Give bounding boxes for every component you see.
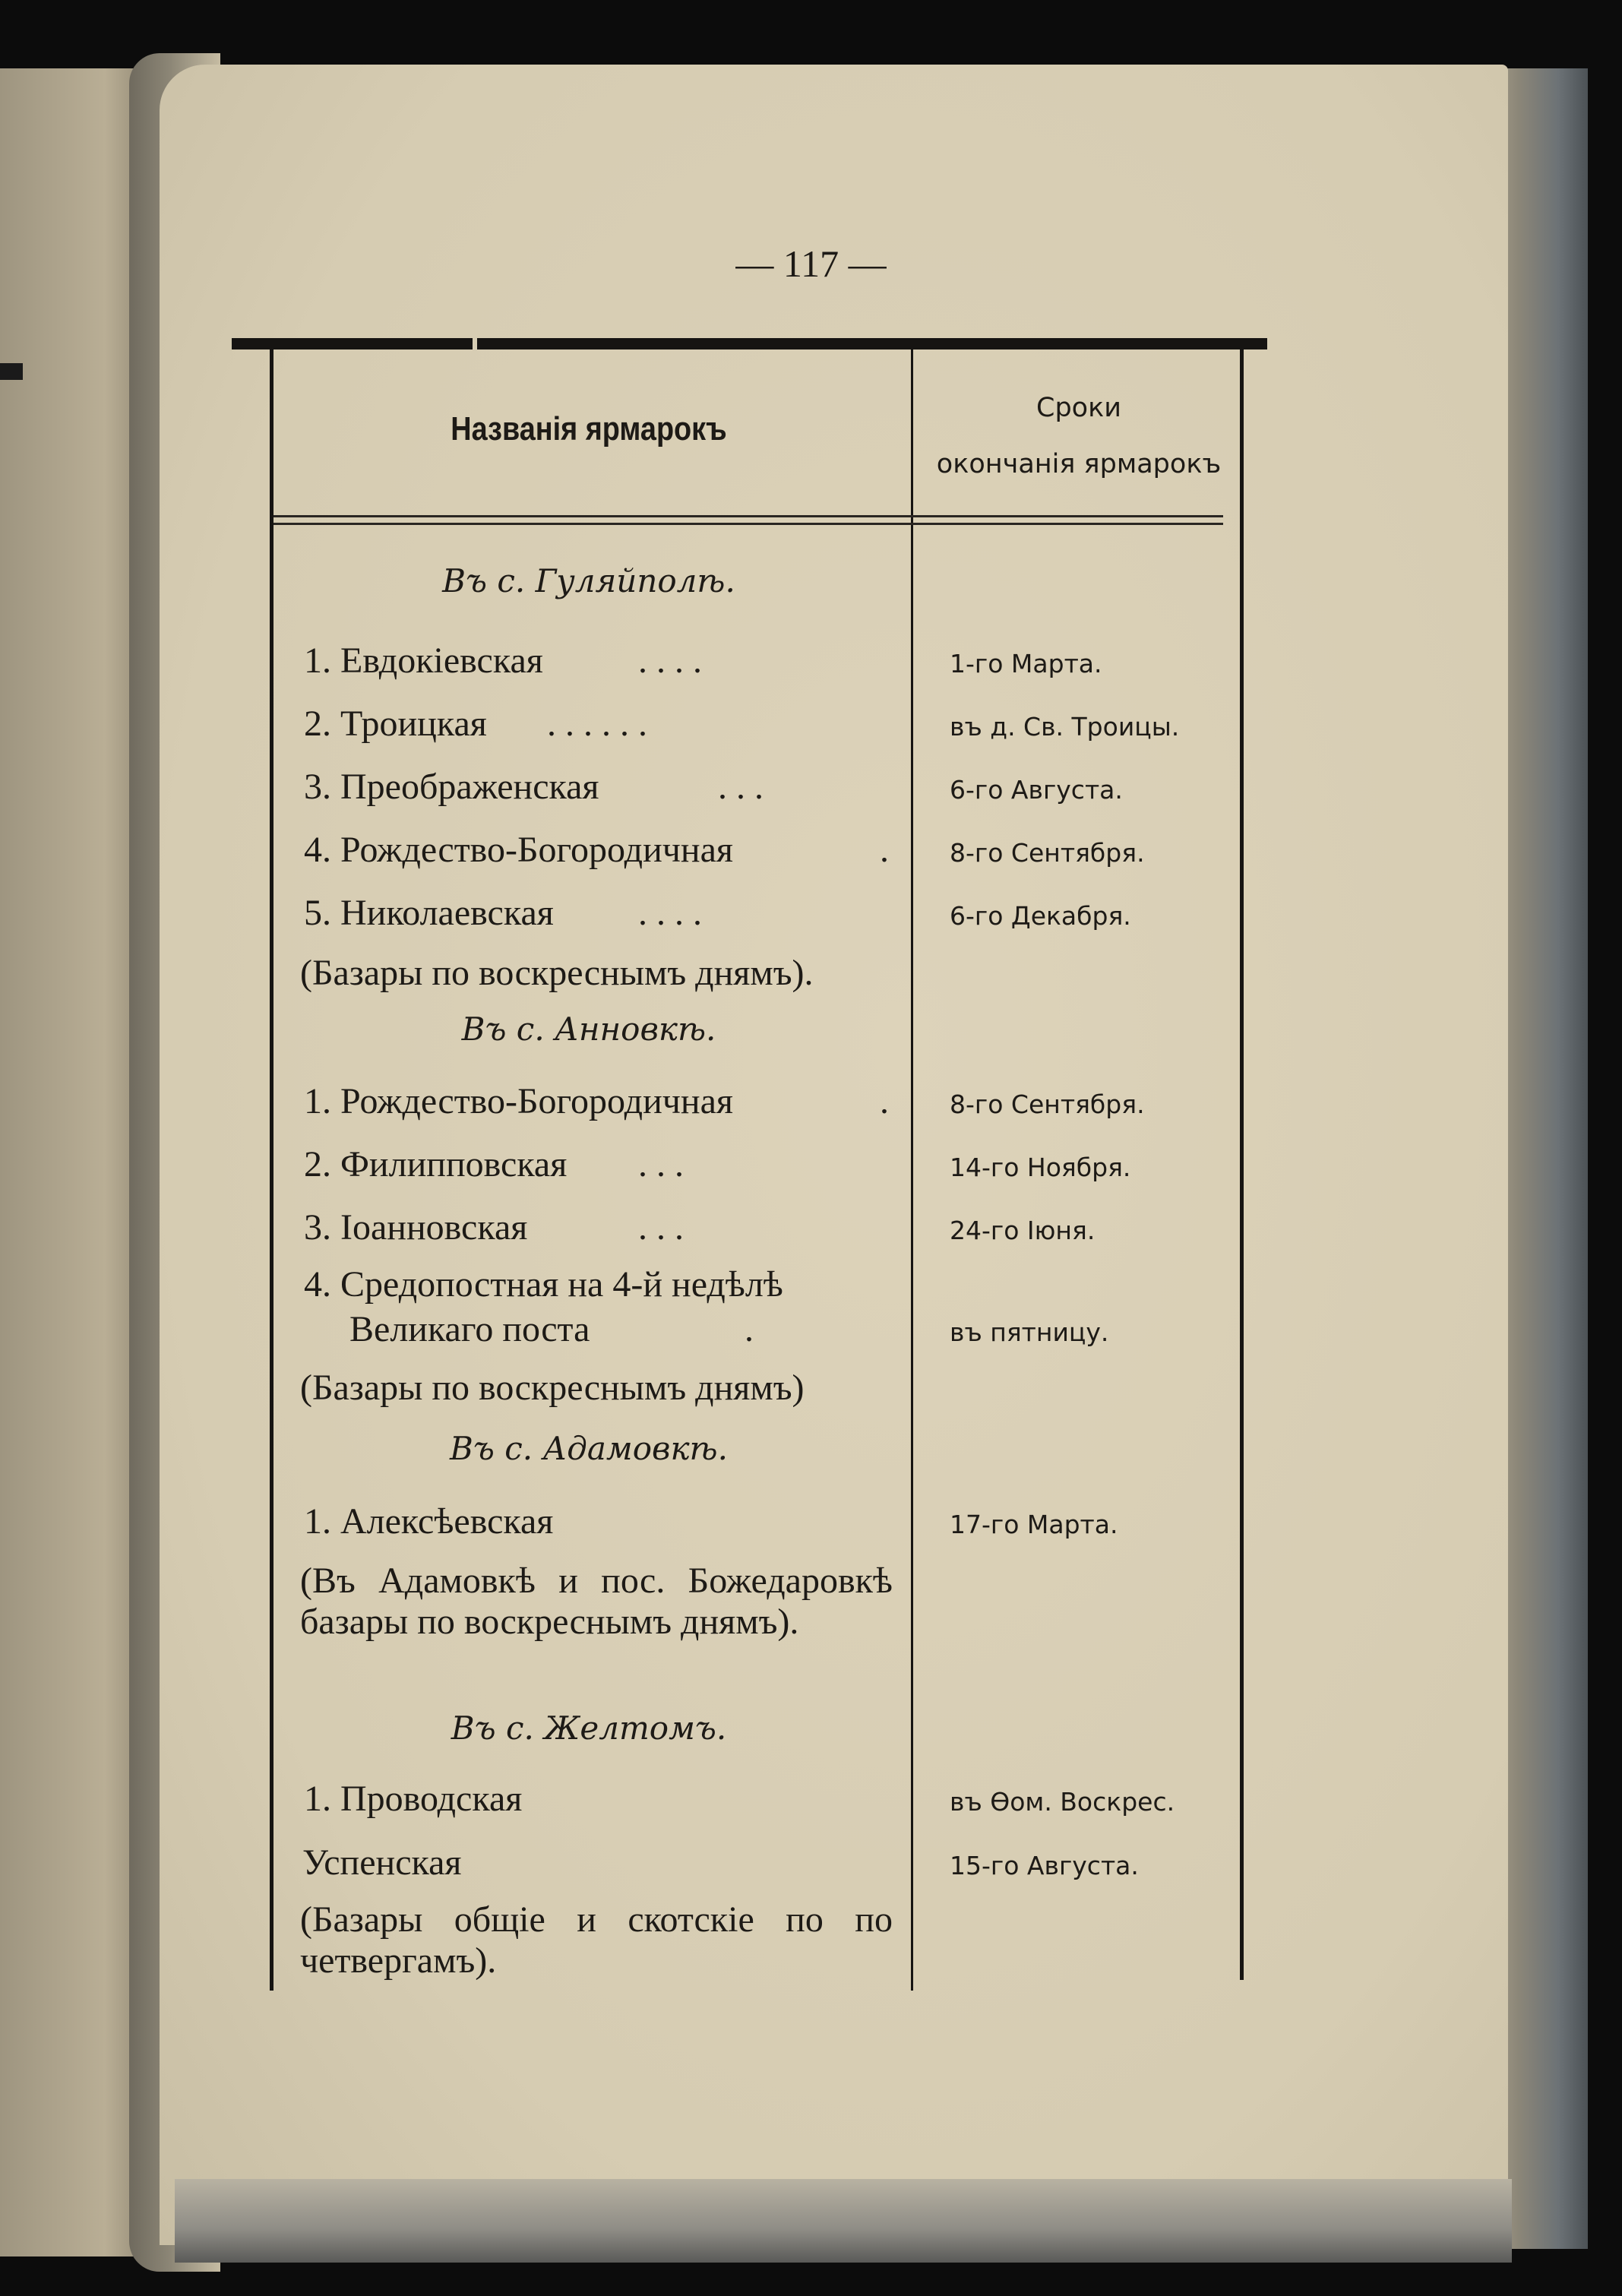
column-header-end-dates-line1: Сроки — [1036, 393, 1121, 423]
table-top-rule-right — [477, 338, 1267, 349]
fair-date: 24-го Іюня. — [950, 1216, 1096, 1245]
fair-date: 6-го Декабря. — [950, 901, 1131, 931]
fair-date: 6-го Августа. — [950, 775, 1123, 805]
fair-name: 1. Евдокіевская — [304, 640, 543, 681]
fair-date: въ пятницу. — [950, 1317, 1109, 1347]
bazaar-note: (Базары общіе и скотскіе по по четвергамъ). — [300, 1899, 893, 1981]
table-column-divider — [911, 348, 913, 1991]
table-right-border — [1240, 348, 1244, 1980]
leader-dots: . — [880, 830, 889, 870]
fair-name: 2. Филипповская — [304, 1144, 568, 1184]
section-heading: Въ с. Желтомъ. — [451, 1709, 727, 1747]
header-rule-1 — [273, 515, 1223, 517]
fair-date: въ д. Св. Троицы. — [950, 712, 1180, 742]
leader-dots: . . . . — [638, 893, 702, 933]
column-header-end-dates — [912, 380, 1246, 492]
section-heading: Въ с. Гуляйполѣ. — [442, 562, 735, 599]
fair-date: 1-го Марта. — [950, 649, 1102, 678]
fair-name: 5. Николаевская — [304, 893, 554, 933]
fair-name: 1. Проводская — [304, 1779, 523, 1819]
left-page-rule-fragment — [0, 363, 23, 380]
leader-dots: . . . — [638, 1144, 684, 1184]
table-top-rule-left — [232, 338, 473, 349]
fair-name: 3. Іоанновская — [304, 1207, 528, 1248]
fair-name: 3. Преображенская — [304, 767, 599, 807]
fair-name: 4. Средопостная на 4-й недѣлѣ — [304, 1264, 783, 1305]
fair-date: 8-го Сентября. — [950, 1089, 1145, 1119]
page-number: — 117 — — [735, 242, 887, 285]
fair-name: 2. Троицкая — [304, 704, 487, 744]
fair-name: 4. Рождество-Богородичная — [304, 830, 733, 870]
page-bottom-edge — [175, 2179, 1512, 2263]
fair-name: 1. Алексѣевская — [304, 1501, 554, 1542]
bazaar-note: (Базары по воскреснымъ днямъ). — [300, 953, 814, 993]
header-rule-2 — [273, 523, 1223, 525]
leader-dots: . . . — [718, 767, 764, 807]
section-heading: Въ с. Анновкѣ. — [461, 1010, 716, 1048]
leader-dots: . . . . . . — [547, 704, 647, 744]
fair-date: 8-го Сентября. — [950, 838, 1145, 868]
fair-name: 1. Рождество-Богородичная — [304, 1081, 733, 1121]
leader-dots: . . . . — [638, 640, 702, 681]
column-header-fair-names: Названія ярмарокъ — [451, 410, 727, 447]
bazaar-note: (Базары по воскреснымъ днямъ) — [300, 1368, 805, 1408]
leader-dots: . — [745, 1309, 754, 1349]
fair-date: 17-го Марта. — [950, 1510, 1118, 1539]
fair-name: Успенская — [302, 1842, 462, 1883]
fair-date: 15-го Августа. — [950, 1851, 1139, 1880]
leader-dots: . — [880, 1081, 889, 1121]
bazaar-note: (Въ Адамовкѣ и пос. Божедаровкѣ базары по воскреснымъ днямъ). — [300, 1561, 893, 1642]
column-header-end-dates-line2: окончанія ярмарокъ — [936, 449, 1222, 479]
fair-date: 14-го Ноября. — [950, 1153, 1131, 1182]
fair-name-continued: Великаго поста — [349, 1309, 590, 1349]
fair-date: въ Ѳом. Воскрес. — [950, 1787, 1175, 1817]
section-heading: Въ с. Адамовкѣ. — [450, 1430, 728, 1467]
leader-dots: . . . — [638, 1207, 684, 1248]
